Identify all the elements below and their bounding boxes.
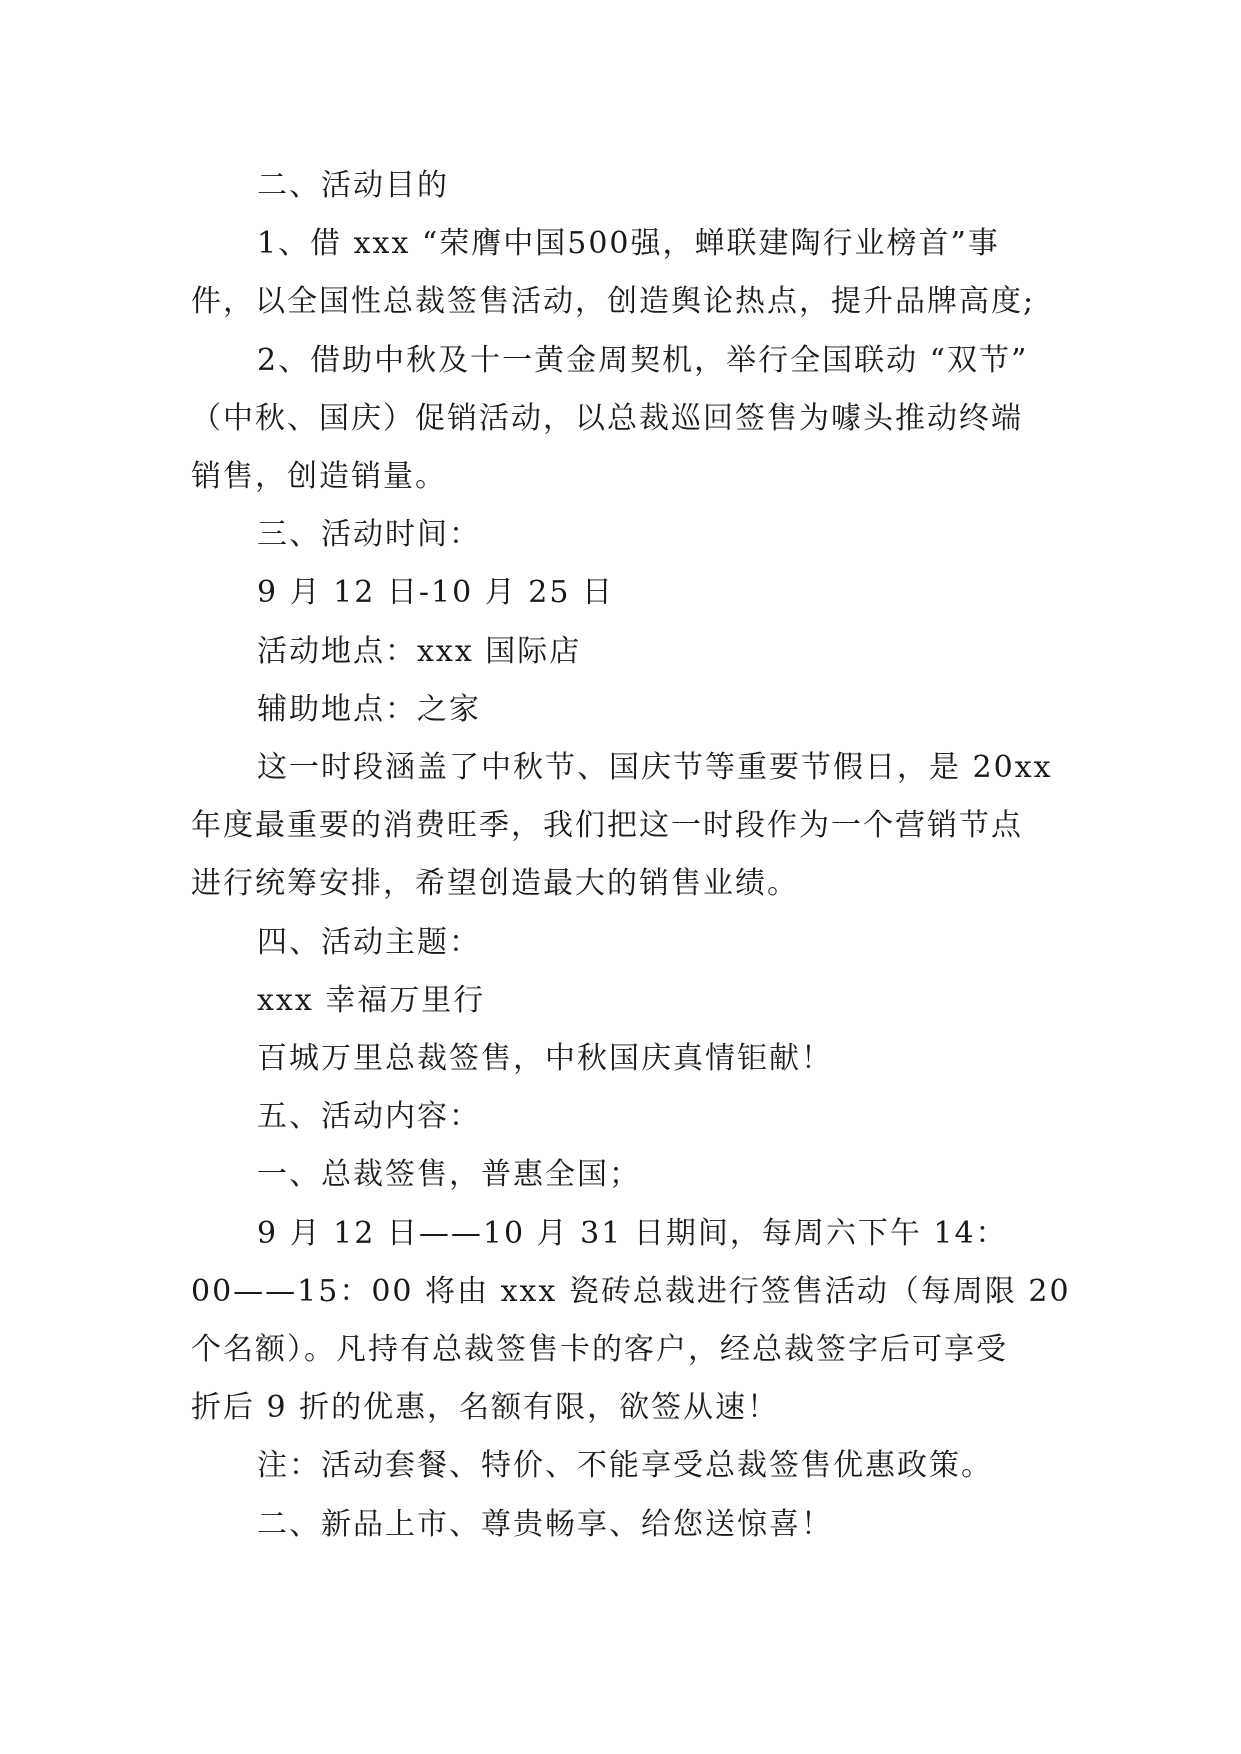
text-line: 9 月 12 日——10 月 31 日期间，每周六下午 14： [257,1215,1008,1251]
paragraph-signing-details [191,1205,1071,1438]
text-line: （中秋、国庆）促销活动，以总裁巡回签售为噱头推动终端 [191,400,1023,436]
heading-activity-time [191,506,1061,564]
paragraph-activity-location [191,623,1061,681]
text-line: 三、活动时间： [257,517,481,553]
text-line: 折后 9 折的优惠，名额有限，欲签从速！ [191,1390,780,1426]
text-line: 一、总裁签售，普惠全国； [257,1157,641,1193]
text-line: 四、活动主题： [257,924,481,960]
heading-activity-content [191,1088,1061,1146]
heading-activity-theme [191,914,1061,972]
text-line: 活动地点：xxx 国际店 [257,633,582,669]
text-line: 销售，创造销量。 [191,459,447,495]
paragraph-auxiliary-location [191,681,1061,739]
text-line: 进行统筹安排，希望创造最大的销售业绩。 [191,866,799,902]
text-line: 二、新品上市、尊贵畅享、给您送惊喜！ [257,1506,833,1542]
text-line: 辅助地点：之家 [257,691,481,727]
paragraph-purpose-1 [191,215,1061,331]
heading-new-products [191,1496,1061,1554]
paragraph-purpose-2 [191,332,1061,507]
document-body [191,157,1071,1554]
paragraph-theme-slogan [191,1030,1061,1088]
text-line: 2、借助中秋及十一黄金周契机，举行全国联动 “双节” [257,342,1029,378]
text-line: 个名额）。凡持有总裁签售卡的客户，经总裁签字后可享受 [191,1332,1008,1368]
text-line: 00——15：00 将由 xxx 瓷砖总裁进行签售活动（每周限 20 [191,1273,1071,1309]
text-line: 五、活动内容： [257,1099,481,1135]
text-line: 年度最重要的消费旺季，我们把这一时段作为一个营销节点 [191,808,1023,844]
paragraph-note [191,1437,1061,1495]
paragraph-date-range [191,564,1061,622]
text-line: 1、借 xxx “荣膺中国500强，蝉联建陶行业榜首”事 [257,226,1000,262]
heading-activity-purpose [191,157,1061,215]
text-line: 注：活动套餐、特价、不能享受总裁签售优惠政策。 [257,1448,993,1484]
text-line: 二、活动目的 [257,168,449,203]
paragraph-theme-title [191,972,1061,1030]
text-line: 百城万里总裁签售，中秋国庆真情钜献！ [257,1041,833,1077]
text-line: 9 月 12 日-10 月 25 日 [257,575,614,611]
text-line: 件，以全国性总裁签售活动，创造舆论热点，提升品牌高度; [191,284,1036,320]
text-line: xxx 幸福万里行 [257,982,486,1018]
text-line: 这一时段涵盖了中秋节、国庆节等重要节假日，是 20xx [257,750,1053,786]
paragraph-period-description [191,739,1061,914]
heading-ceo-signing [191,1146,1061,1204]
